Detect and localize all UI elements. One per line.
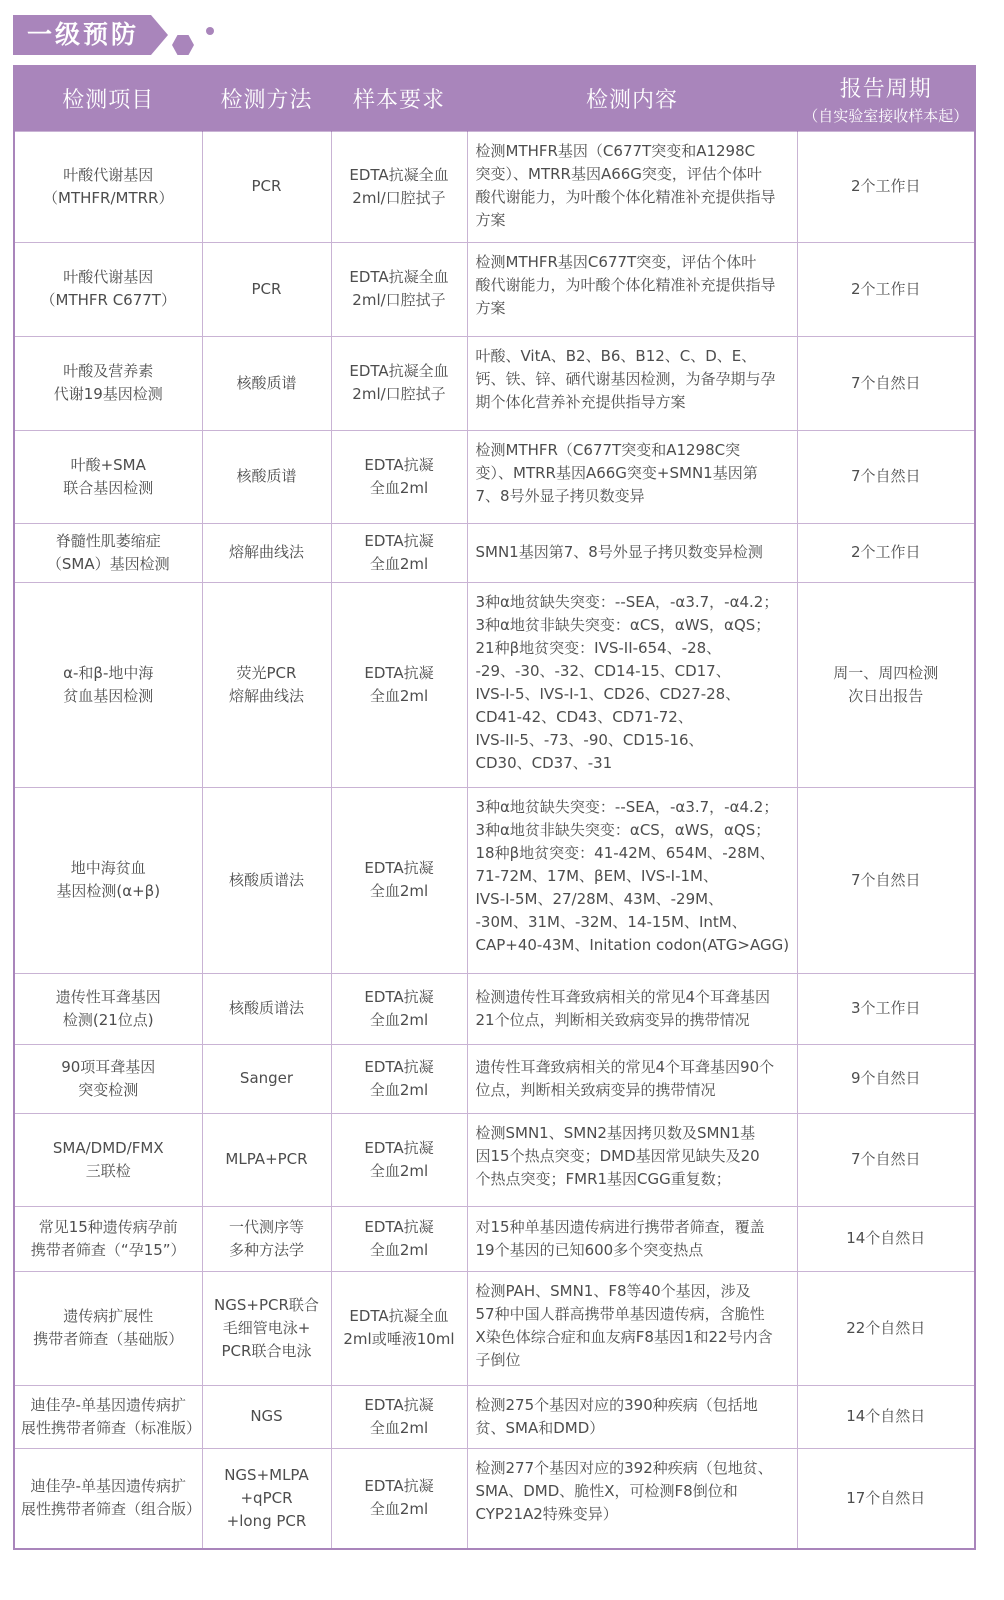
- cell-item: [14, 336, 202, 430]
- cell-content: [467, 1448, 797, 1549]
- cell-item-line: 叶酸+SMA: [70, 455, 146, 474]
- cell-method-line: +qPCR: [240, 1488, 293, 1507]
- cell-content-line: IVS-II-5、-73、-90、CD15-16、: [475, 730, 704, 749]
- cell-cycle-line: 14个自然日: [846, 1229, 926, 1247]
- header-item: 检测项目: [14, 66, 202, 131]
- cell-item: [14, 1113, 202, 1206]
- cell-item-line: 迪佳孕-单基因遗传病扩: [30, 1395, 186, 1414]
- cell-item-line: （MTHFR C677T）: [40, 291, 176, 309]
- cell-sample-line: EDTA抗凝: [364, 859, 434, 877]
- cell-content: [467, 582, 797, 787]
- table-row: [14, 1385, 975, 1448]
- table-row: [14, 582, 975, 787]
- cell-item-line: 展性携带者筛查（组合版）: [21, 1500, 202, 1519]
- cell-item-line: 携带者筛查（基础版）: [33, 1330, 184, 1348]
- cell-cycle-line: 17个自然日: [846, 1488, 926, 1507]
- cell-cycle-line: 22个自然日: [846, 1318, 926, 1337]
- cell-content-line: 3种α地贫缺失突变：--SEA，-α3.7，-α4.2；: [475, 797, 779, 816]
- cell-method: [202, 1385, 331, 1448]
- cell-method: [202, 1206, 331, 1271]
- cell-sample: [331, 1385, 467, 1448]
- cell-sample-line: EDTA抗凝: [364, 987, 434, 1006]
- cell-item: [14, 1206, 202, 1271]
- cell-item: [14, 242, 202, 336]
- cell-content-line: -29、-30、-32、CD14-15、CD17、: [475, 661, 731, 680]
- cell-content: [467, 523, 797, 582]
- cell-sample-line: 2ml/口腔拭子: [352, 188, 446, 207]
- cell-cycle: [797, 1385, 975, 1448]
- cell-item-line: 迪佳孕-单基因遗传病扩: [30, 1477, 186, 1496]
- cell-cycle-line: 7个自然日: [850, 467, 921, 485]
- cell-method: [202, 242, 331, 336]
- cell-cycle: [797, 430, 975, 523]
- cell-item: [14, 1271, 202, 1385]
- cell-sample: [331, 131, 467, 242]
- cell-method: [202, 582, 331, 787]
- cell-method-line: NGS+PCR联合: [214, 1295, 319, 1314]
- cell-method: [202, 131, 331, 242]
- cell-content-line: 检测277个基因对应的392种疾病（包地贫、: [475, 1458, 773, 1477]
- cell-content-line: 检测遗传性耳聋致病相关的常见4个耳聋基因: [475, 987, 771, 1006]
- cell-sample-line: 全血2ml: [369, 686, 429, 705]
- cell-content-line: 3种α地贫非缺失突变：αCS，αWS，αQS；: [475, 615, 771, 634]
- cell-content-line: 钙、铁、锌、硒代谢基因检测，为备孕期与孕: [475, 369, 776, 388]
- cell-content-line: X染色体综合症和血友病F8基因1和22号内含: [475, 1327, 773, 1346]
- cell-item-line: 联合基因检测: [63, 478, 154, 497]
- cell-sample-line: EDTA抗凝: [364, 1138, 434, 1157]
- cell-item: [14, 430, 202, 523]
- cell-method-line: NGS: [250, 1407, 283, 1425]
- cell-cycle-line: 7个自然日: [850, 870, 921, 889]
- cell-cycle: [797, 336, 975, 430]
- cell-cycle-line: 周一、周四检测: [833, 663, 939, 682]
- cell-content-line: SMA、DMD、脆性X，可检测F8倒位和: [475, 1481, 738, 1500]
- cell-content: [467, 1385, 797, 1448]
- cell-method-line: +long PCR: [226, 1511, 307, 1530]
- cell-item: [14, 787, 202, 973]
- cell-item: [14, 1448, 202, 1549]
- header-cycle-sub: （自实验室接收样本起）: [803, 106, 969, 125]
- cell-cycle: [797, 1448, 975, 1549]
- cell-sample-line: 全血2ml: [369, 1161, 429, 1180]
- cell-sample-line: 全血2ml: [369, 1010, 429, 1029]
- cell-method-line: MLPA+PCR: [225, 1150, 308, 1168]
- cell-cycle-line: 7个自然日: [850, 373, 921, 392]
- cell-sample-line: EDTA抗凝: [364, 1477, 434, 1496]
- table-row: [14, 430, 975, 523]
- cell-item-line: α-和β-地中海: [63, 663, 154, 682]
- cell-cycle-line: 2个工作日: [850, 543, 921, 561]
- cell-content: [467, 787, 797, 973]
- cell-content-line: 检测275个基因对应的390种疾病（包括地: [475, 1395, 758, 1414]
- cell-item-line: 三联检: [85, 1161, 131, 1180]
- cell-sample: [331, 973, 467, 1044]
- cell-cycle: [797, 523, 975, 582]
- cell-cycle-line: 2个工作日: [850, 177, 921, 195]
- table-row: [14, 1044, 975, 1113]
- cell-content-line: 子倒位: [475, 1350, 521, 1369]
- cell-item: [14, 523, 202, 582]
- cell-item-line: 突变检测: [78, 1080, 139, 1099]
- cell-sample: [331, 787, 467, 973]
- cell-method-line: 熔解曲线法: [228, 686, 304, 705]
- cell-item-line: 展性携带者筛查（标准版）: [21, 1418, 202, 1437]
- cell-sample-line: EDTA抗凝全血: [349, 1307, 449, 1325]
- cell-sample-line: EDTA抗凝: [364, 1395, 434, 1414]
- table-row: [14, 973, 975, 1044]
- table-row: [14, 523, 975, 582]
- cell-item-line: 叶酸代谢基因: [63, 165, 154, 184]
- cell-method: [202, 523, 331, 582]
- cell-sample-line: EDTA抗凝全血: [349, 362, 449, 380]
- cell-cycle: [797, 1044, 975, 1113]
- table-row: [14, 336, 975, 430]
- cell-content-line: 遗传性耳聋致病相关的常见4个耳聋基因90个: [475, 1057, 775, 1076]
- cell-cycle-line: 9个自然日: [850, 1069, 921, 1087]
- cell-content-line: 7、8号外显子拷贝数变异: [475, 486, 645, 505]
- cell-content-line: 3种α地贫非缺失突变：αCS，αWS，αQS；: [475, 820, 771, 839]
- cell-item-line: 遗传病扩展性: [63, 1307, 154, 1325]
- cell-method-line: PCR: [251, 177, 282, 195]
- cell-content-line: 3种α地贫缺失突变：--SEA，-α3.7，-α4.2；: [475, 592, 779, 611]
- header-method: 检测方法: [202, 66, 331, 131]
- cell-sample-line: 全血2ml: [369, 1080, 429, 1099]
- cell-sample: [331, 1271, 467, 1385]
- cell-sample-line: EDTA抗凝: [364, 1217, 434, 1236]
- table-row: [14, 131, 975, 242]
- table-row: [14, 1206, 975, 1271]
- cell-sample: [331, 242, 467, 336]
- cell-content-line: 71-72M、17M、βEM、IVS-I-1M、: [475, 866, 718, 885]
- cell-method: [202, 1448, 331, 1549]
- cell-content: [467, 1113, 797, 1206]
- cell-cycle-line: 14个自然日: [846, 1407, 926, 1425]
- cell-content-line: 检测PAH、SMN1、F8等40个基因，涉及: [475, 1281, 751, 1300]
- cell-sample-line: 2ml/口腔拭子: [352, 291, 446, 309]
- cell-sample: [331, 523, 467, 582]
- cell-method: [202, 1271, 331, 1385]
- cell-method: [202, 1044, 331, 1113]
- cell-content-line: -30M、31M、-32M、14-15M、IntM、: [475, 912, 747, 931]
- cell-item: [14, 582, 202, 787]
- cell-item-line: 脊髓性肌萎缩症: [55, 531, 161, 550]
- cell-content-line: 18种β地贫突变：41-42M、654M、-28M、: [475, 843, 775, 862]
- cell-sample-line: EDTA抗凝: [364, 663, 434, 682]
- cell-method-line: 毛细管电泳+: [222, 1318, 311, 1337]
- section-banner: [13, 15, 168, 55]
- cell-content-line: 检测SMN1、SMN2基因拷贝数及SMN1基: [475, 1123, 756, 1142]
- cell-content: [467, 1271, 797, 1385]
- cell-method-line: 多种方法学: [228, 1240, 304, 1259]
- cell-content-line: CAP+40-43M、Initation codon(ATG>AGG): [475, 935, 790, 954]
- hexagon-decoration-icon: [172, 35, 194, 55]
- cell-item: [14, 131, 202, 242]
- cell-content-line: 21个位点，判断相关致病变异的携带情况: [475, 1010, 750, 1029]
- cell-method: [202, 787, 331, 973]
- cell-content: [467, 973, 797, 1044]
- cell-cycle: [797, 1113, 975, 1206]
- table-row: [14, 787, 975, 973]
- cell-sample: [331, 1113, 467, 1206]
- cell-sample-line: 2ml/口腔拭子: [352, 385, 446, 403]
- cell-content-line: 19个基因的已知600多个突变热点: [475, 1240, 704, 1259]
- cell-item-line: 叶酸及营养素: [63, 362, 154, 380]
- cell-cycle-line: 2个工作日: [850, 279, 921, 298]
- cell-item-line: （SMA）基因检测: [46, 554, 170, 573]
- cell-content-line: 检测MTHFR基因（C677T突变和A1298C: [475, 141, 756, 160]
- cell-method-line: 核酸质谱: [236, 373, 297, 392]
- cell-content-line: CYP21A2特殊变异）: [475, 1504, 618, 1523]
- cell-method-line: NGS+MLPA: [224, 1465, 309, 1484]
- cell-method: [202, 336, 331, 430]
- dot-decoration-icon: [206, 27, 214, 35]
- cell-sample-line: 2ml或唾液10ml: [343, 1330, 455, 1348]
- cell-item-line: 常见15种遗传病孕前: [38, 1217, 178, 1236]
- cell-sample-line: EDTA抗凝全血: [349, 268, 449, 286]
- cell-item-line: 地中海贫血: [70, 859, 146, 877]
- table-row: [14, 1271, 975, 1385]
- cell-content-line: 突变）、MTRR基因A66G突变，评估个体叶: [475, 164, 762, 183]
- cell-content-line: SMN1基因第7、8号外显子拷贝数变异检测: [475, 543, 763, 561]
- cell-content-line: 酸代谢能力，为叶酸个体化精准补充提供指导: [475, 187, 776, 206]
- cell-sample: [331, 430, 467, 523]
- cell-sample-line: 全血2ml: [369, 1500, 429, 1519]
- cell-sample: [331, 1044, 467, 1113]
- cell-content-line: 期个体化营养补充提供指导方案: [475, 392, 686, 411]
- cell-method-line: Sanger: [239, 1069, 294, 1087]
- cell-cycle: [797, 973, 975, 1044]
- cell-content: [467, 336, 797, 430]
- cell-sample-line: 全血2ml: [369, 554, 429, 573]
- header-cycle-label: 报告周期: [839, 76, 932, 102]
- cell-cycle: [797, 242, 975, 336]
- section-title: 一级预防: [27, 20, 140, 49]
- cell-content-line: 变）、MTRR基因A66G突变+SMN1基因第: [475, 463, 758, 482]
- cell-cycle-line: 7个自然日: [850, 1150, 921, 1168]
- table-row: [14, 1448, 975, 1549]
- cell-item-line: 检测(21位点): [62, 1010, 154, 1029]
- cell-sample-line: 全血2ml: [369, 1240, 429, 1259]
- cell-content-line: IVS-I-5、IVS-I-1、CD26、CD27-28、: [475, 684, 741, 703]
- cell-content-line: 方案: [475, 298, 506, 317]
- cell-method-line: PCR联合电泳: [221, 1341, 312, 1360]
- cell-method: [202, 1113, 331, 1206]
- cell-sample: [331, 582, 467, 787]
- cell-content-line: CD41-42、CD43、CD71-72、: [475, 707, 693, 726]
- cell-sample-line: EDTA抗凝: [364, 1057, 434, 1076]
- cell-content-line: 酸代谢能力，为叶酸个体化精准补充提供指导: [475, 275, 776, 294]
- cell-item: [14, 1044, 202, 1113]
- cell-item-line: 代谢19基因检测: [53, 385, 163, 403]
- cell-method-line: 核酸质谱法: [228, 999, 304, 1017]
- cell-content: [467, 131, 797, 242]
- cell-content: [467, 1206, 797, 1271]
- table-header-row: [14, 66, 975, 131]
- cell-content-line: 个热点突变；FMR1基因CGG重复数；: [475, 1169, 731, 1188]
- cell-item-line: （MTHFR/MTRR）: [43, 188, 174, 207]
- cell-cycle-line: 3个工作日: [850, 999, 921, 1017]
- cell-item: [14, 973, 202, 1044]
- cell-content-line: 位点，判断相关致病变异的携带情况: [475, 1080, 716, 1099]
- cell-item-line: 遗传性耳聋基因: [55, 987, 161, 1006]
- cell-sample-line: EDTA抗凝: [364, 531, 434, 550]
- cell-sample-line: 全血2ml: [369, 478, 429, 497]
- cell-sample: [331, 336, 467, 430]
- cell-cycle-line: 次日出报告: [848, 686, 924, 705]
- cell-method: [202, 973, 331, 1044]
- cell-item-line: 基因检测(α+β): [56, 882, 161, 900]
- cell-method-line: 荧光PCR: [236, 663, 297, 682]
- cell-method-line: 核酸质谱: [236, 467, 297, 485]
- cell-sample-line: 全血2ml: [369, 882, 429, 900]
- cell-cycle: [797, 1271, 975, 1385]
- cell-content: [467, 242, 797, 336]
- table-row: [14, 242, 975, 336]
- cell-item-line: 90项耳聋基因: [61, 1057, 156, 1076]
- header-sample: 样本要求: [331, 66, 467, 131]
- cell-content-line: 检测MTHFR（C677T突变和A1298C突: [475, 440, 741, 459]
- cell-content-line: IVS-I-5M、27/28M、43M、-29M、: [475, 889, 724, 908]
- cell-content-line: 21种β地贫突变：IVS-II-654、-28、: [475, 638, 722, 657]
- cell-content-line: 57种中国人群高携带单基因遗传病，含脆性: [475, 1304, 765, 1323]
- cell-cycle: [797, 1206, 975, 1271]
- cell-content-line: 叶酸、VitA、B2、B6、B12、C、D、E、: [475, 346, 757, 365]
- cell-cycle: [797, 582, 975, 787]
- cell-content: [467, 430, 797, 523]
- cell-content-line: 对15种单基因遗传病进行携带者筛查，覆盖: [475, 1217, 765, 1236]
- cell-item-line: 贫血基因检测: [63, 686, 154, 705]
- cell-sample-line: 全血2ml: [369, 1418, 429, 1437]
- table-row: [14, 1113, 975, 1206]
- cell-content-line: 方案: [475, 210, 506, 229]
- header-content: 检测内容: [467, 66, 797, 131]
- cell-content-line: 贫、SMA和DMD）: [475, 1418, 605, 1437]
- cell-sample: [331, 1448, 467, 1549]
- cell-item-line: 叶酸代谢基因: [63, 268, 154, 286]
- cell-item-line: SMA/DMD/FMX: [52, 1138, 164, 1157]
- cell-content-line: CD30、CD37、-31: [475, 753, 613, 772]
- cell-item: [14, 1385, 202, 1448]
- cell-item-line: 携带者筛查（“孕15”）: [30, 1240, 186, 1259]
- cell-method-line: 核酸质谱法: [228, 870, 304, 889]
- cell-method-line: PCR: [251, 279, 282, 298]
- cell-content-line: 因15个热点突变；DMD基因常见缺失及20: [475, 1146, 760, 1165]
- cell-method-line: 熔解曲线法: [228, 543, 304, 561]
- test-spec-table: [13, 65, 976, 1550]
- cell-method: [202, 430, 331, 523]
- cell-method-line: 一代测序等: [228, 1217, 304, 1236]
- cell-sample-line: EDTA抗凝: [364, 455, 434, 474]
- cell-sample-line: EDTA抗凝全血: [349, 165, 449, 184]
- cell-content: [467, 1044, 797, 1113]
- cell-cycle: [797, 131, 975, 242]
- header-cycle: [797, 66, 975, 131]
- cell-content-line: 检测MTHFR基因C677T突变，评估个体叶: [475, 252, 757, 271]
- cell-sample: [331, 1206, 467, 1271]
- cell-cycle: [797, 787, 975, 973]
